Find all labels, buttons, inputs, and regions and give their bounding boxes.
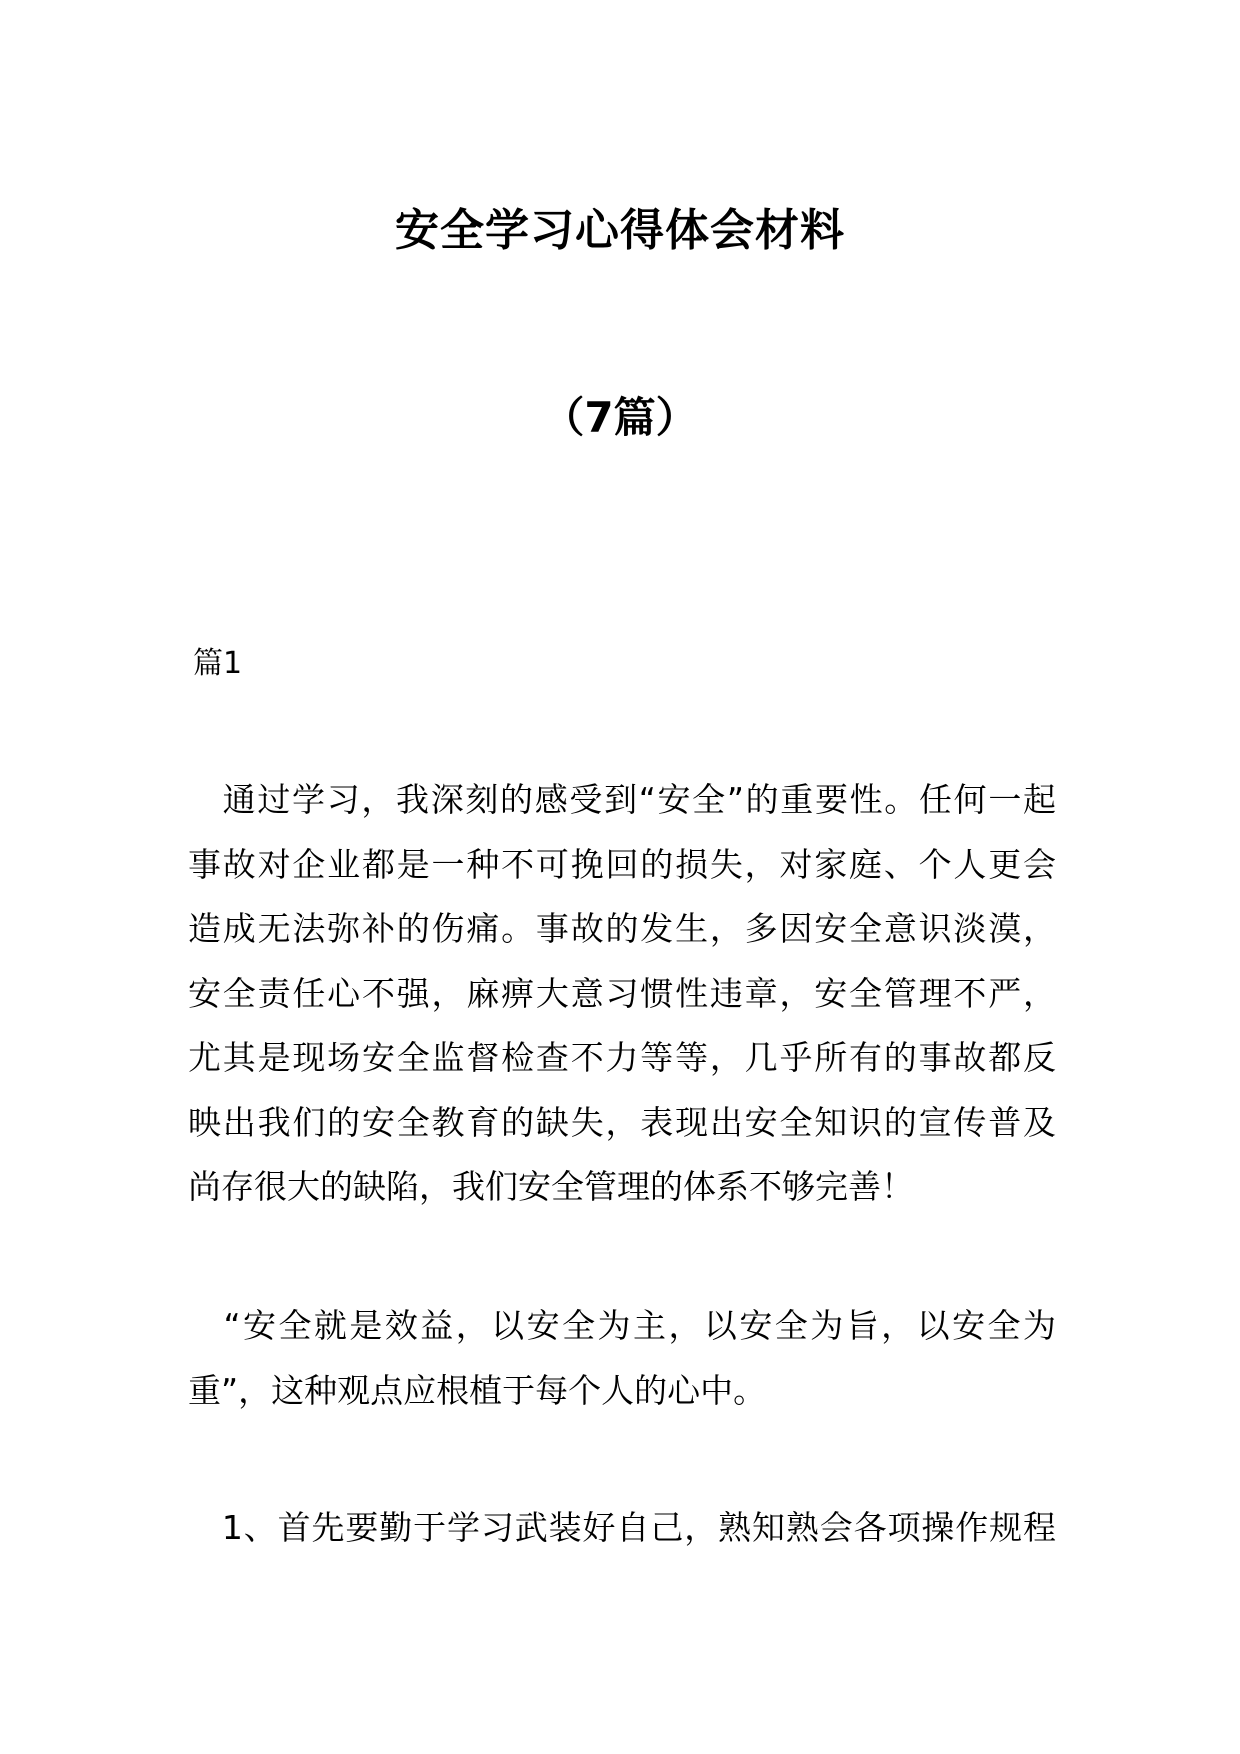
- paragraph-line: 安全责任心不强，麻痹大意习惯性违章，安全管理不严，: [188, 973, 1056, 1013]
- paragraph-1: [188, 768, 1056, 1220]
- paragraph-line: 通过学习，我深刻的感受到“安全”的重要性。任何一起: [188, 780, 1056, 819]
- paragraph-line: 尚存很大的缺陷，我们安全管理的体系不够完善！: [188, 1167, 914, 1206]
- paragraph-3: [188, 1496, 1056, 1561]
- paragraph-line: 1、首先要勤于学习武装好自己，熟知熟会各项操作规程: [188, 1508, 1056, 1547]
- paragraph-line: 事故对企业都是一种不可挽回的损失，对家庭、个人更会: [188, 844, 1056, 884]
- paragraph-line: 重”，这种观点应根植于每个人的心中。: [188, 1370, 767, 1410]
- paragraph-line: 尤其是现场安全监督检查不力等等，几乎所有的事故都反: [188, 1038, 1056, 1077]
- paragraph-line: 造成无法弥补的伤痛。事故的发生，多因安全意识淡漠，: [188, 909, 1056, 948]
- paragraph-2: [188, 1294, 1056, 1423]
- document-subtitle: （7篇）: [542, 393, 698, 442]
- paragraph-line: 映出我们的安全教育的缺失，表现出安全知识的宣传普及: [188, 1102, 1056, 1142]
- paragraph-line: “安全就是效益，以安全为主，以安全为旨，以安全为: [188, 1306, 1056, 1345]
- document-title: 安全学习心得体会材料: [395, 205, 845, 256]
- section-label: 篇1: [193, 646, 243, 681]
